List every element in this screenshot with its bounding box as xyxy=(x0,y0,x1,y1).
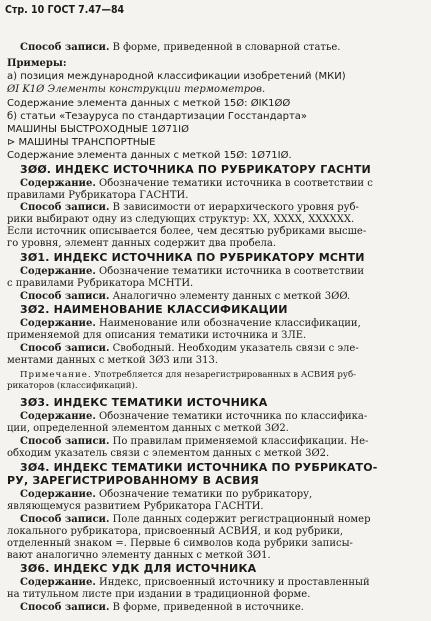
text-line xyxy=(7,58,67,70)
text-run: рикаторов (классификаций). xyxy=(7,381,138,391)
text-line xyxy=(20,178,373,190)
field-label: Способ записи. xyxy=(20,42,110,53)
text-line xyxy=(20,42,340,54)
field-label: Примеры: xyxy=(7,58,67,69)
text-line xyxy=(7,137,155,149)
text-line xyxy=(7,448,329,460)
text-run: обходим указатель связи с элементом данных с меткой 3Ø2. xyxy=(7,448,330,459)
text-run: Обозначение тематики по рубрикатору, xyxy=(95,489,313,500)
text-run: 3Ø1. ИНДЕКС ИСТОЧНИКА ПО РУБРИКАТОРУ МСНТИ xyxy=(20,251,365,264)
text-line xyxy=(20,411,367,423)
text-run: 3ØØ. ИНДЕКС ИСТОЧНИКА ПО РУБРИКАТОРУ ГАСНТИ xyxy=(20,163,371,176)
text-run: В зависимости от иерархического уровня руб- xyxy=(109,202,359,213)
text-line xyxy=(20,291,350,303)
text-line xyxy=(7,71,346,83)
text-line xyxy=(20,202,359,214)
text-line xyxy=(20,462,378,474)
text-run: рики выбирают одну из следующих структур: XX, XXXX, XXXXXX. xyxy=(7,214,355,225)
text-run: Содержание элемента данных с меткой 15Ø: ØIK1ØØ xyxy=(7,98,291,109)
text-line xyxy=(7,278,193,290)
text-run: вают аналогично элементу данных с меткой 3Ø1. xyxy=(7,550,271,561)
text-line xyxy=(20,397,267,409)
field-label: Содержание. xyxy=(20,411,96,422)
field-label: Способ записи. xyxy=(20,202,110,213)
text-run: Наименование или обозначение классификации, xyxy=(95,318,361,329)
text-line xyxy=(7,423,289,435)
text-run: ⊳ МАШИНЫ ТРАНСПОРТНЫЕ xyxy=(7,137,156,148)
text-run: Обозначение тематики источника в соответствии с xyxy=(95,178,373,189)
text-run: Обозначение тематики источника в соответствии xyxy=(95,266,365,277)
text-line xyxy=(7,238,276,250)
text-run: Поле данных содержит регистрационный номер xyxy=(109,514,371,525)
text-run: отделенный знаком =. Первые 6 символов кода рубрики записы- xyxy=(7,538,353,549)
text-run: Примечание. xyxy=(20,370,92,380)
text-run: По правилам применяемой классификации. Не- xyxy=(109,436,369,447)
text-line xyxy=(7,380,138,392)
text-line xyxy=(20,266,364,278)
text-line xyxy=(20,304,288,316)
text-run: Индекс, присвоенный источнику и проставленный xyxy=(95,577,370,588)
field-label: Содержание. xyxy=(20,178,96,189)
field-label: Содержание. xyxy=(20,266,96,277)
text-run: Свободный. Необходим указатель связи с эле- xyxy=(109,343,359,354)
text-line xyxy=(20,514,370,526)
text-run: с правилами Рубрикатора МСНТИ. xyxy=(7,278,194,289)
text-run: а) позиция международной классификации изобретений (МКИ) xyxy=(7,71,346,82)
text-line xyxy=(7,84,265,96)
text-run: 3Ø4. ИНДЕКС ТЕМАТИКИ ИСТОЧНИКА ПО РУБРИКАТО- xyxy=(20,461,378,474)
text-run: локального рубрикатора, присвоенный АСВИЯ, и код рубрики, xyxy=(7,526,344,537)
text-run: Если источник описывается более, чем десятью рубриками высше- xyxy=(7,226,367,237)
text-line xyxy=(20,164,371,176)
text-run: ции, определенной элементом данных с меткой 3Ø2. xyxy=(7,423,289,434)
text-line xyxy=(7,526,343,538)
text-run: Употребляется для незарегистрированных в АСВИЯ руб- xyxy=(91,370,357,380)
field-label: Способ записи. xyxy=(20,436,110,447)
text-run: являющемуся развитием Рубрикатора ГАСНТИ. xyxy=(7,501,264,512)
text-line xyxy=(20,252,365,264)
field-label: Способ записи. xyxy=(20,514,110,525)
text-run: Содержание элемента данных с меткой 15Ø: 1Ø71IØ. xyxy=(7,150,292,161)
text-run: ØI K1Ø Элементы конструкции термометров. xyxy=(7,84,266,95)
page-header: Стр. 10 ГОСТ 7.47—84 xyxy=(5,4,125,16)
text-line xyxy=(20,436,368,448)
field-label: Способ записи. xyxy=(20,291,110,302)
text-line xyxy=(20,563,256,575)
text-run: правилами Рубрикатора ГАСНТИ. xyxy=(7,190,189,201)
text-run: В форме, приведенной в словарной статье. xyxy=(109,42,341,53)
text-line xyxy=(7,150,292,162)
field-label: Содержание. xyxy=(20,318,96,329)
text-line xyxy=(20,343,359,355)
field-label: Способ записи. xyxy=(20,343,110,354)
text-line xyxy=(7,538,353,550)
text-run: 3Ø2. НАИМЕНОВАНИЕ КЛАССИФИКАЦИИ xyxy=(20,303,288,316)
text-line xyxy=(20,489,312,501)
text-line xyxy=(20,318,361,330)
field-label: Содержание. xyxy=(20,489,96,500)
field-label: Содержание. xyxy=(20,577,96,588)
text-line xyxy=(7,124,189,136)
text-run: на титульном листе при издании в традиционной форме. xyxy=(7,589,311,600)
text-line xyxy=(7,98,290,110)
text-line xyxy=(20,602,304,614)
text-run: 3Ø3. ИНДЕКС ТЕМАТИКИ ИСТОЧНИКА xyxy=(20,396,268,409)
text-run: Аналогично элементу данных с меткой 3ØØ. xyxy=(109,291,351,302)
text-line xyxy=(7,330,306,342)
text-line xyxy=(7,501,264,513)
text-run: го уровня, элемент данных содержит два пробела. xyxy=(7,238,276,249)
field-label: Способ записи. xyxy=(20,602,110,613)
text-line xyxy=(7,214,354,226)
text-run: МАШИНЫ БЫСТРОХОДНЫЕ 1Ø71IØ xyxy=(7,124,189,135)
text-line xyxy=(7,475,259,487)
text-run: б) статьи «Тезауруса по стандартизации Госстандарта» xyxy=(7,111,308,122)
text-line xyxy=(7,226,366,238)
text-line xyxy=(7,589,310,601)
text-run: 3Ø6. ИНДЕКС УДК ДЛЯ ИСТОЧНИКА xyxy=(20,562,257,575)
text-run: Обозначение тематики источника по классифика- xyxy=(95,411,368,422)
text-run: В форме, приведенной в источнике. xyxy=(109,602,304,613)
text-run: применяемой для описания тематики источника и ЗЛЕ. xyxy=(7,330,307,341)
text-line xyxy=(7,111,307,123)
text-line xyxy=(7,550,271,562)
text-line xyxy=(20,577,370,589)
text-line xyxy=(7,190,188,202)
text-run: РУ, ЗАРЕГИСТРИРОВАННОМУ В АСВИЯ xyxy=(7,474,259,487)
text-line xyxy=(7,355,218,367)
text-run: ментами данных с меткой 3Ø3 или 313. xyxy=(7,355,219,366)
